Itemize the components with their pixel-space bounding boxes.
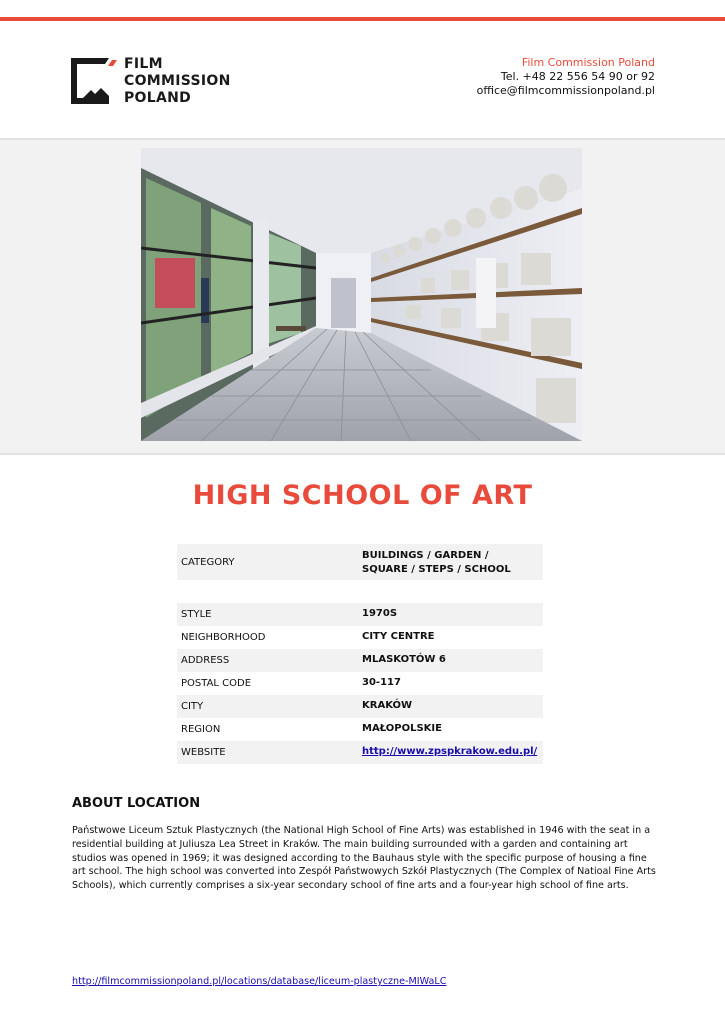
detail-label: STYLE [181, 609, 212, 620]
detail-row-neighborhood [177, 626, 543, 649]
detail-value: KRAKÓW [362, 700, 413, 711]
logo-line-3: POLAND [124, 90, 192, 106]
logo-line-1: FILM [124, 56, 163, 72]
location-photo [141, 148, 582, 441]
detail-row-style [177, 603, 543, 626]
contact-phone[interactable]: Tel. +48 22 556 54 90 or 92 [500, 70, 655, 83]
film-commission-poland-logo[interactable] [69, 56, 229, 108]
detail-row-address [177, 649, 543, 672]
detail-value: BUILDINGS / GARDEN / SQUARE / STEPS / SCHOOL [362, 550, 511, 575]
detail-value: CITY CENTRE [362, 631, 435, 642]
corridor-illustration [141, 148, 582, 441]
detail-value: MLASKOTÓW 6 [362, 654, 446, 665]
detail-label: REGION [181, 724, 221, 735]
detail-row-postal-code [177, 672, 543, 695]
contact-block [477, 56, 655, 98]
detail-label: ADDRESS [181, 655, 230, 666]
website-link[interactable]: http://www.zpspkrakow.edu.pl/ [362, 746, 538, 757]
about-heading: ABOUT LOCATION [72, 796, 201, 811]
detail-row-region [177, 718, 543, 741]
detail-label: NEIGHBORHOOD [181, 632, 266, 643]
logo-line-2: COMMISSION [124, 73, 231, 89]
top-accent-bar [0, 17, 725, 21]
footer-source-link[interactable]: http://filmcommissionpoland.pl/locations/database/liceum-plastyczne-MIWaLC [72, 976, 447, 987]
detail-label: CITY [181, 701, 204, 712]
detail-value: MAŁOPOLSKIE [362, 723, 442, 734]
detail-spacer [177, 580, 543, 603]
about-text: Państwowe Liceum Sztuk Plastycznych (the National High School of Fine Arts) was established in 1946 with the seat in a residential building at Juliusza Lea Street in Kraków. The main building surrounded with a garden and containing art studios was opened in 1969; it was designed according to the Bauhaus style with the specific purpose of housing a fine art school. The high school was converted into Zespół Państwowych Szkół Plastycznych (The Complex of Natioal Fine Arts Schools), which currently comprises a six-year secondary school of fine arts and a four-year high school of fine arts. [72, 825, 656, 892]
detail-row-website [177, 741, 543, 764]
details-table [177, 544, 543, 764]
detail-value: 1970S [362, 608, 398, 619]
detail-label: WEBSITE [181, 747, 226, 758]
logo-mark-icon [69, 56, 119, 108]
detail-label: CATEGORY [181, 557, 235, 568]
detail-label: POSTAL CODE [181, 678, 252, 689]
detail-value: 30-117 [362, 677, 401, 688]
detail-row-city [177, 695, 543, 718]
logo-wordmark [124, 56, 231, 107]
contact-org: Film Commission Poland [521, 56, 655, 69]
contact-email[interactable]: office@filmcommissionpoland.pl [476, 84, 655, 97]
page-title: HIGH SCHOOL OF ART [192, 480, 533, 511]
detail-row-category [177, 544, 543, 580]
